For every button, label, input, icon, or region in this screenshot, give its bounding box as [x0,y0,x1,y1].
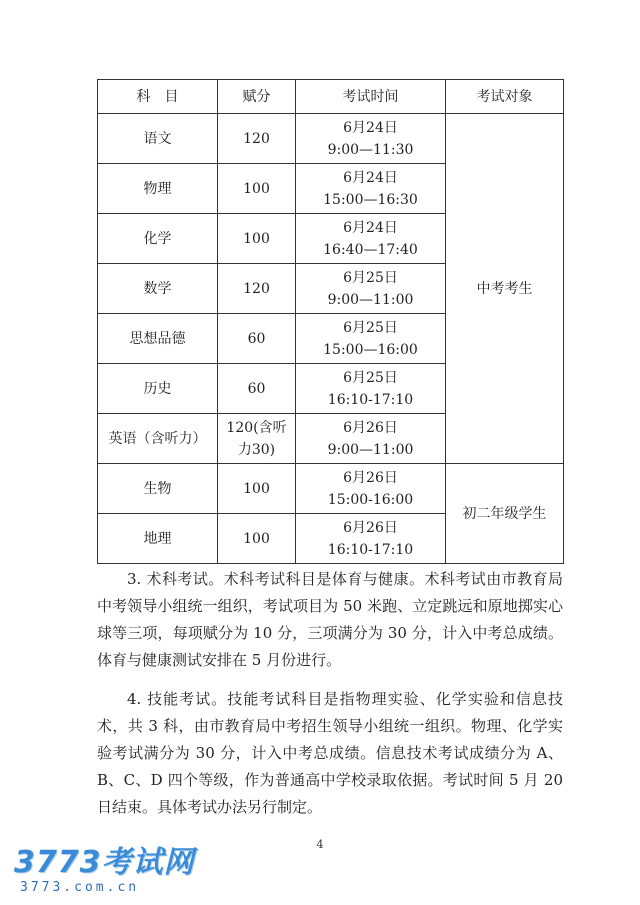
time-cell [296,164,446,214]
site-watermark [14,846,204,898]
exam-date: 6月24日 [343,119,398,136]
exam-date: 6月24日 [343,219,398,236]
target-cell-grade-two: 初二年级学生 [446,464,564,564]
subject-cell: 数学 [98,264,218,314]
exam-date: 6月25日 [343,269,398,286]
exam-date: 6月26日 [343,519,398,536]
exam-time-range: 15:00-16:00 [327,491,414,508]
time-cell [296,214,446,264]
time-cell [296,414,446,464]
exam-date: 6月26日 [343,469,398,486]
exam-time-range: 16:10-17:10 [327,541,414,558]
exam-date: 6月24日 [343,169,398,186]
score-cell [218,414,296,464]
score-line-1: 120(含听 [226,419,287,436]
subject-cell: 英语（含听力） [98,414,218,464]
table-header-row [98,80,564,114]
subject-cell: 思想品德 [98,314,218,364]
score-cell: 100 [218,164,296,214]
header-exam-time: 考试时间 [296,80,446,114]
watermark-url: 3773.com.cn [20,880,140,895]
paragraph-skill-exam-pe: 3. 术科考试。术科考试科目是体育与健康。术科考试由市教育局中考领导小组统一组织，考试项目为 50 米跑、立定跳远和原地掷实心球等三项，每项赋分为 10 分，三项满分为 30 分，计入中考总成绩。体育与健康测试安排在 5 月份进行。 [97,570,563,669]
score-cell: 100 [218,464,296,514]
score-cell: 100 [218,214,296,264]
header-score: 赋分 [218,80,296,114]
exam-date: 6月25日 [343,319,398,336]
score-cell: 120 [218,114,296,164]
score-line-2: 力30) [237,441,276,458]
subject-cell: 地理 [98,514,218,564]
exam-time-range: 16:10-17:10 [327,391,414,408]
subject-cell: 语文 [98,114,218,164]
page-number: 4 [316,838,324,851]
score-cell: 60 [218,314,296,364]
target-cell-candidates: 中考考生 [446,114,564,464]
subject-cell: 化学 [98,214,218,264]
time-cell [296,364,446,414]
exam-schedule-table [97,79,564,564]
watermark-logo: 3773考试网 [14,845,195,880]
exam-time-range: 16:40—17:40 [323,241,418,258]
exam-time-range: 9:00—11:00 [327,441,414,458]
time-cell [296,464,446,514]
header-exam-target: 考试对象 [446,80,564,114]
score-cell: 60 [218,364,296,414]
header-subject: 科 目 [98,80,218,114]
subject-cell: 历史 [98,364,218,414]
score-cell: 100 [218,514,296,564]
subject-cell: 物理 [98,164,218,214]
exam-time-range: 15:00—16:00 [323,341,418,358]
table-row [98,464,564,514]
exam-date: 6月25日 [343,369,398,386]
exam-time-range: 9:00—11:30 [327,141,414,158]
score-cell: 120 [218,264,296,314]
time-cell [296,114,446,164]
paragraph-skill-exam-lab: 4. 技能考试。技能考试科目是指物理实验、化学实验和信息技术，共 3 科，由市教育局中考招生领导小组统一组织。物理、化学实验考试满分为 30 分，计入中考总成绩。信息技术考试成绩分为 A、B、C、D 四个等级，作为普通高中学校录取依据。考试时间 5 月 20 日结束。具体考试办法另行制定。 [97,690,563,816]
time-cell [296,514,446,564]
exam-time-range: 15:00—16:30 [323,191,418,208]
time-cell [296,264,446,314]
exam-date: 6月26日 [343,419,398,436]
subject-cell: 生物 [98,464,218,514]
exam-time-range: 9:00—11:00 [327,291,414,308]
table-row [98,114,564,164]
time-cell [296,314,446,364]
